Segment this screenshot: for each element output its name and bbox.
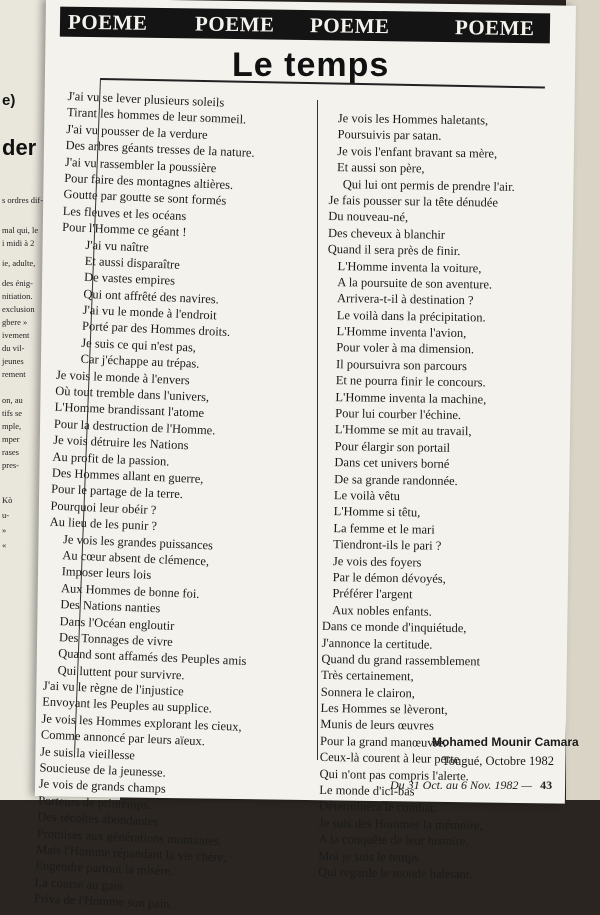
poem-line: Dans ce monde d'inquiétude, xyxy=(321,619,467,636)
poem-line: Pour la destruction de l'Homme. xyxy=(53,416,216,438)
poem-line: Pour l'Homme ce géant ! xyxy=(61,220,187,240)
poem-line: J'ai vu le monde à l'endroit xyxy=(82,302,217,323)
left-page-line: mper xyxy=(2,434,20,444)
left-page-line: der xyxy=(2,135,37,160)
left-page-line: pres- xyxy=(2,460,19,470)
poem-line: Par le démon dévoyés, xyxy=(332,570,446,586)
poem-line: L'Homme si têtu, xyxy=(333,504,421,520)
poem-line: Aux nobles enfants. xyxy=(332,602,432,619)
poem-line: Dans l'Océan engloutir xyxy=(59,613,175,633)
poem-line: Arrivera-t-il à destination ? xyxy=(336,291,474,308)
poem-line: Et aussi son père, xyxy=(336,160,425,176)
poem-line: Je vois les Hommes explorant les cieux, xyxy=(41,711,243,734)
banner-word: POEME xyxy=(67,9,148,35)
poem-line: J'ai vu se lever plusieurs soleils xyxy=(67,88,225,110)
poem-line: Munis de leurs œuvres xyxy=(320,717,434,734)
poem-line: Au cœur absent de clémence, xyxy=(62,548,210,569)
poem-line: A la poursuite de son aventure. xyxy=(337,275,493,292)
left-page-line: gbere » xyxy=(2,317,28,327)
poem-line: Préférer l'argent xyxy=(332,586,413,602)
poem-line: J'ai vu naître xyxy=(85,237,150,255)
poem-line: Imposer leurs lois xyxy=(61,564,152,583)
left-page-line: ie, adulte, xyxy=(2,258,36,268)
poem-line: De sa grande randonnée. xyxy=(334,471,458,488)
poem-line: Pour le partage de la terre. xyxy=(50,482,184,502)
poem-line: Pour élargir son portail xyxy=(334,438,451,455)
poem-line: Je vois le monde à l'envers xyxy=(55,367,191,387)
poem-line: Promises aux générations montantes. xyxy=(36,825,223,848)
poem-line: Porteurs de printemps. xyxy=(37,793,152,812)
poem-line: Porté par des Hommes droits. xyxy=(81,319,231,340)
poem-line: Le monde d'ici-bas xyxy=(319,782,415,799)
left-page-line: u- xyxy=(2,510,10,520)
poem-line: Quand sont affamés des Peuples amis xyxy=(58,646,247,669)
poem-line: Des cheveux à blanchir xyxy=(327,225,446,242)
poem-line: L'Homme se mit au travail, xyxy=(334,422,472,439)
banner-word: POEME xyxy=(194,11,275,37)
page-footer xyxy=(390,778,552,793)
poem-line: L'Homme inventa la machine, xyxy=(335,389,487,407)
poem-line: Dans cet univers borné xyxy=(334,455,450,472)
poem-line: Où tout tremble dans l'univers, xyxy=(55,383,210,405)
column-divider xyxy=(317,100,318,760)
poem-line: La femme et le mari xyxy=(333,520,435,537)
poem-line: Qui regarde le monde haletant. xyxy=(317,864,473,882)
poem-line: Quand du grand rassemblement xyxy=(321,651,481,669)
poem-line: J'ai vu rassembler la poussière xyxy=(64,154,217,175)
poem-line: Déterminera le combat. xyxy=(318,799,437,816)
poem-line: L'Homme brandissant l'atome xyxy=(54,400,205,421)
place-date: Tougué, Octobre 1982 xyxy=(442,754,554,768)
poem-line: Qui luttent pour survivre. xyxy=(57,662,185,683)
poem-line: Priva de l'Homme son pain. xyxy=(33,891,173,912)
left-page-line: Kò xyxy=(2,495,13,505)
poem-line: Et ne pourra finir le concours. xyxy=(335,373,486,390)
poem-line: Je vois les grandes puissances xyxy=(62,531,214,553)
poem-line: Et aussi disparaître xyxy=(84,253,181,272)
poem-line: Je vois l'enfant bravant sa mère, xyxy=(337,143,498,161)
poem-line: J'ai vu le règne de l'injustice xyxy=(42,678,185,699)
poem-line: Au lieu de les punir ? xyxy=(49,514,158,534)
poem-line: Quand il sera près de finir. xyxy=(327,242,461,259)
poem-line: Je suis ce qui n'est pas, xyxy=(81,335,197,355)
left-page-line: on, au xyxy=(2,395,23,405)
left-page-line: du vil- xyxy=(2,343,25,353)
poem-line: Envoyant les Peuples au supplice. xyxy=(41,694,213,717)
left-page-line: mal qui, le xyxy=(2,225,39,235)
poem-line: J'annonce la certitude. xyxy=(321,635,433,652)
poem-line: Il poursuivra son parcours xyxy=(335,356,467,374)
poem-line: Goutte par goutte se sont formés xyxy=(63,187,227,209)
left-page-line: des énig- xyxy=(2,278,33,288)
poem-line: J'ai vu pousser de la verdure xyxy=(65,121,208,142)
poem-line: Pour la grand manœuvre. xyxy=(319,733,447,750)
poem-line: Du nouveau-né, xyxy=(328,209,409,225)
poem-line: Les fleuves et les océans xyxy=(62,203,187,223)
poem-line: Je vois des foyers xyxy=(332,553,422,570)
poem-line: Qui lui ont permis de prendre l'air. xyxy=(342,176,515,194)
poem-line: Car j'échappe au trépas. xyxy=(80,352,200,371)
poem-line: Je suis la vieillesse xyxy=(39,744,136,763)
poem-line: Je suis des Hommes la mémoire, xyxy=(318,815,483,833)
left-page-line: rement xyxy=(2,369,26,379)
left-page-line: i midi à 2 xyxy=(2,238,35,248)
poem-line: Des Tonnages de vivre xyxy=(58,630,173,649)
left-page-line: nitiation. xyxy=(2,291,33,301)
poem-line: Des Nations nanties xyxy=(60,597,161,616)
left-page-line: ivement xyxy=(2,330,30,340)
poem-line: Pour lui courber l'échine. xyxy=(335,406,462,423)
poem-line: Ceux-là courent à leur perte xyxy=(319,750,460,767)
poem-line: De vastes empires xyxy=(83,270,176,288)
poem-line: Soucieuse de la jeunesse. xyxy=(39,760,167,780)
poem-line: Je vois détruire les Nations xyxy=(52,432,189,453)
left-page-line: jeunes xyxy=(2,356,24,366)
poem-line: L'Homme inventa l'avion, xyxy=(336,324,467,341)
poem-line: Moi je suis le temps xyxy=(318,848,420,865)
banner-word: POEME xyxy=(454,15,535,41)
poem-line: Tiendront-ils le pari ? xyxy=(333,537,442,553)
issue-dates: Du 31 Oct. au 6 Nov. 1982 — xyxy=(390,778,533,792)
poem-line: Pourquoi leur obéir ? xyxy=(50,498,157,517)
poem-line: Sonnera le clairon, xyxy=(320,684,416,701)
left-page-line: s ordres dif- xyxy=(2,195,44,205)
poem-line: Aux Hommes de bonne foi. xyxy=(60,580,200,601)
poem-line: Des Hommes allant en guerre, xyxy=(51,465,204,486)
page-number: 43 xyxy=(540,778,553,792)
poem-line: Le voilà vêtu xyxy=(333,488,401,504)
poem-left-column xyxy=(34,88,270,915)
author-name: Mohamed Mounir Camara xyxy=(432,735,579,749)
poem-line: Je fais pousser sur la tête dénudée xyxy=(328,192,499,210)
poem-title: Le temps xyxy=(232,46,390,84)
left-page-line: « xyxy=(2,540,7,550)
poem-line: Je vois les Hommes haletants, xyxy=(337,111,489,128)
left-page-line: e) xyxy=(2,92,16,109)
poem-line: Qui ont affrêté des navires. xyxy=(83,286,220,307)
poem-line: Je vois de grands champs xyxy=(38,776,167,797)
poem-line: Pour faire des montagnes altières. xyxy=(63,170,234,192)
poem-line: Pour voler à ma dimension. xyxy=(336,340,475,357)
poem-line: Les Hommes se lèveront, xyxy=(320,700,448,717)
poem-line: Au profit de la passion. xyxy=(52,449,170,469)
poem-line: Qui n'ont pas compris l'alerte. xyxy=(319,766,469,783)
poem-line: Des récoltes abondantes xyxy=(37,809,159,829)
poem-line: Des arbres géants tresses de la nature. xyxy=(65,138,255,161)
left-page-line: tifs se xyxy=(2,408,23,418)
poem-line: Comme annoncé par leurs aïeux. xyxy=(40,727,206,749)
poem-line: Engendre partout la misère. xyxy=(35,858,174,879)
poem-line: A la conquête de leur histoire. xyxy=(318,832,469,849)
poem-line: La course au gain xyxy=(34,875,124,893)
poem-line: Le voilà dans la précipitation. xyxy=(336,307,486,325)
poem-line: Mais l'Homme répandant la vie chère, xyxy=(35,842,227,865)
left-page-line: rases xyxy=(2,447,19,457)
left-page-line: exclusion xyxy=(2,304,35,314)
poem-line: Poursuivis par satan. xyxy=(337,127,442,144)
left-page-line: » xyxy=(2,525,7,535)
poem-line: Tirant les hommes de leur sommeil. xyxy=(66,105,247,127)
banner-word: POEME xyxy=(309,13,390,39)
poem-line: L'Homme inventa la voiture, xyxy=(337,258,482,275)
left-page-line: mple, xyxy=(2,421,22,431)
poem-line: Très certainement, xyxy=(321,668,414,684)
